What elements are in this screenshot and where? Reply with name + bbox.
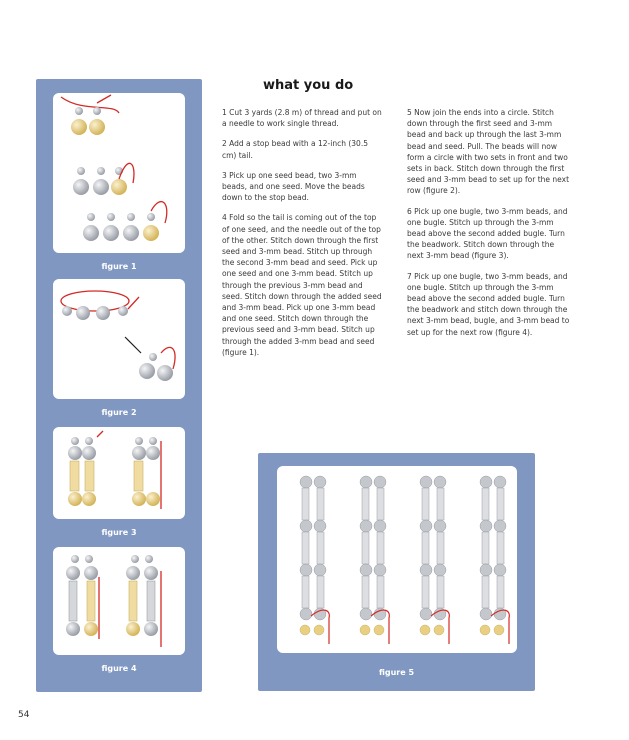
- page-number: 54: [18, 710, 30, 720]
- page-heading: what you do: [263, 78, 354, 93]
- figure-5-image: [277, 466, 517, 653]
- step-7: 7 Pick up one bugle, two 3-mm beads, and one bugle. Stitch up through the 3-mm bead above the second added bugle. Turn the beadwork and stitch down through the next 3-mm bead, bugle, and 3-mm bead to set up for the next row (figure 4).: [407, 271, 570, 337]
- figure-5-panel: [258, 453, 535, 691]
- figure-1-image: [53, 93, 185, 253]
- figure-3-image: [53, 427, 185, 519]
- figure-3-caption: figure 3: [101, 528, 137, 537]
- step-4: 4 Fold so the tail is coming out of the top of one seed, and the needle out of the top of the other. Stitch down through the first seed and 3-mm bead. Stitch up through the second 3-mm bead and seed. Pick up one seed and one 3-mm bead. Stitch up through the previous 3-mm bead and seed. Stitch down through the added seed and 3-mm bead. Pick up one 3-mm bead and one seed. Stitch down through the previous seed and 3-mm bead. Stitch up through the added 3-mm bead and seed (figure 1).: [222, 213, 382, 357]
- figure-2-caption: figure 2: [101, 408, 137, 417]
- step-2: 2 Add a stop bead with a 12-inch (30.5 cm) tail.: [222, 139, 368, 160]
- figure-4-image: [53, 547, 185, 655]
- figure-5-caption: figure 5: [378, 668, 415, 677]
- steps-column-left: [222, 107, 382, 367]
- figure-1-caption: figure 1: [101, 262, 137, 271]
- step-1: 1 Cut 3 yards (2.8 m) of thread and put on a needle to work single thread.: [222, 108, 382, 129]
- step-6: 6 Pick up one bugle, two 3-mm beads, and one bugle. Stitch up through the 3-mm bead above the second added bugle. Turn the beadwork. Stitch down through the next 3-mm bead (figure 3).: [407, 206, 568, 261]
- step-3: 3 Pick up one seed bead, two 3-mm beads, and one seed. Move the beads down to the stop bead.: [222, 170, 365, 203]
- step-5: 5 Now join the ends into a circle. Stitch down through the first seed and 3-mm bead and back up through the last 3-mm bead and seed. Pull. The beads will now form a circle with two sets in front and two sets in back. Stitch down through the first seed and 3-mm bead to set up for the next row (figure 2).: [407, 108, 570, 196]
- figure-panel-left: [36, 79, 202, 692]
- steps-column-right: [407, 107, 572, 347]
- figure-4-caption: figure 4: [101, 664, 137, 673]
- figure-2-image: [53, 279, 185, 399]
